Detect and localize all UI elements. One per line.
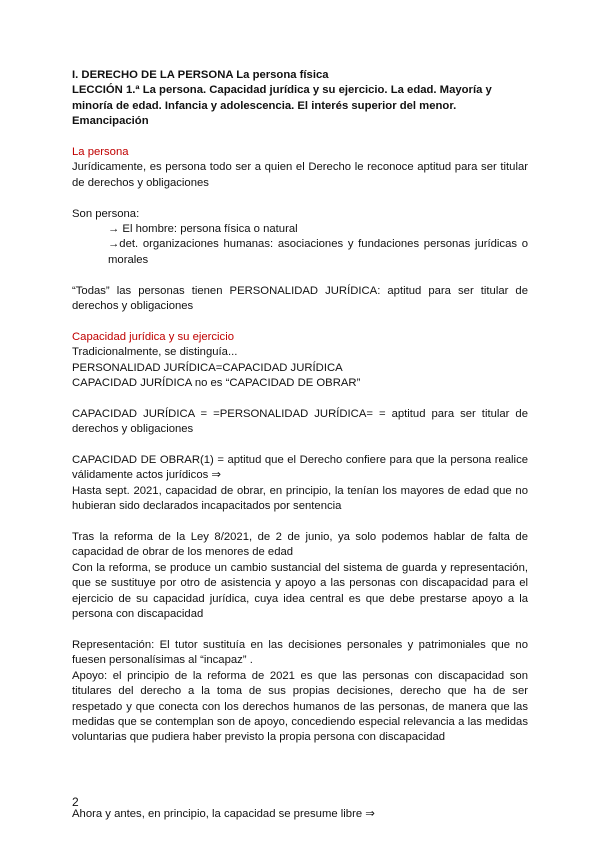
section-title-capacidad: Capacidad jurídica y su ejercicio bbox=[72, 330, 235, 343]
lesson-heading: LECCIÓN 1.ª La persona. Capacidad jurídica y su ejercicio. La edad. Mayoría y minoría de edad. Infancia y adolescencia. El interés superior del menor. Emancipación bbox=[72, 84, 492, 128]
chapter-subtitle: La persona física bbox=[233, 69, 329, 81]
paragraph: Con la reforma, se produce un cambio sustancial del sistema de guarda y representación, que se sustituye por otro de asistencia y apoyo a las personas con discapacidad para el ejercicio de su capacidad jurídica, cuya idea central es que debe prestarse apoyo a la persona con discapacidad bbox=[72, 561, 528, 621]
paragraph: CAPACIDAD DE OBRAR(1) = aptitud que el Derecho confiere para que la persona realice válidamente actos jurídicos ⇒ bbox=[72, 454, 528, 482]
paragraph: Jurídicamente, es persona todo ser a quien el Derecho le reconoce aptitud para ser titular de derechos y obligaciones bbox=[72, 161, 528, 189]
paragraph: Apoyo: el principio de la reforma de 2021 es que las personas con discapacidad son titulares del derecho a la toma de sus propias decisiones, derecho que ha de ser respetado y que conecta con los derechos humanos de las personas, de manera que las medidas que se contemplan son de apoyo, concediendo especial relevancia a las medidas voluntarias que pudiera haber previsto la propia persona con discapacidad bbox=[72, 669, 528, 744]
text-line: PERSONALIDAD JURÍDICA=CAPACIDAD JURÍDICA bbox=[72, 361, 343, 374]
document-page bbox=[72, 68, 528, 823]
paragraph: Tras la reforma de la Ley 8/2021, de 2 de junio, ya solo podemos hablar de falta de capacidad de obrar de los menores de edad bbox=[72, 531, 528, 559]
page-number: 2 bbox=[72, 795, 79, 809]
paragraph: Hasta sept. 2021, capacidad de obrar, en principio, la tenían los mayores de edad que no hubieran sido declarados incapacitados por sentencia bbox=[72, 484, 528, 513]
paragraph: Representación: El tutor sustituía en las decisiones personales y patrimoniales que no fuesen personalísimas al “incapaz” . bbox=[72, 638, 528, 667]
text-line: Tradicionalmente, se distinguía... bbox=[72, 346, 238, 359]
paragraph: CAPACIDAD JURÍDICA = =PERSONALIDAD JURÍDICA= = aptitud para ser titular de derechos y obligaciones bbox=[72, 407, 528, 436]
section-title-la-persona: La persona bbox=[72, 146, 129, 159]
chapter-heading bbox=[72, 68, 528, 83]
paragraph: “Todas” las personas tienen PERSONALIDAD JURÍDICA: aptitud para ser titular de derechos y obligaciones bbox=[72, 284, 528, 313]
text-line: CAPACIDAD JURÍDICA no es “CAPACIDAD DE OBRAR” bbox=[72, 377, 361, 390]
chapter-title: I. DERECHO DE LA PERSONA bbox=[72, 69, 234, 81]
list-item: →det. organizaciones humanas: asociaciones y fundaciones personas jurídicas o morales bbox=[108, 238, 528, 266]
list-item: → El hombre: persona física o natural bbox=[108, 223, 298, 236]
paragraph: Ahora y antes, en principio, la capacidad se presume libre ⇒ bbox=[72, 808, 375, 821]
paragraph: Son persona: bbox=[72, 207, 140, 220]
